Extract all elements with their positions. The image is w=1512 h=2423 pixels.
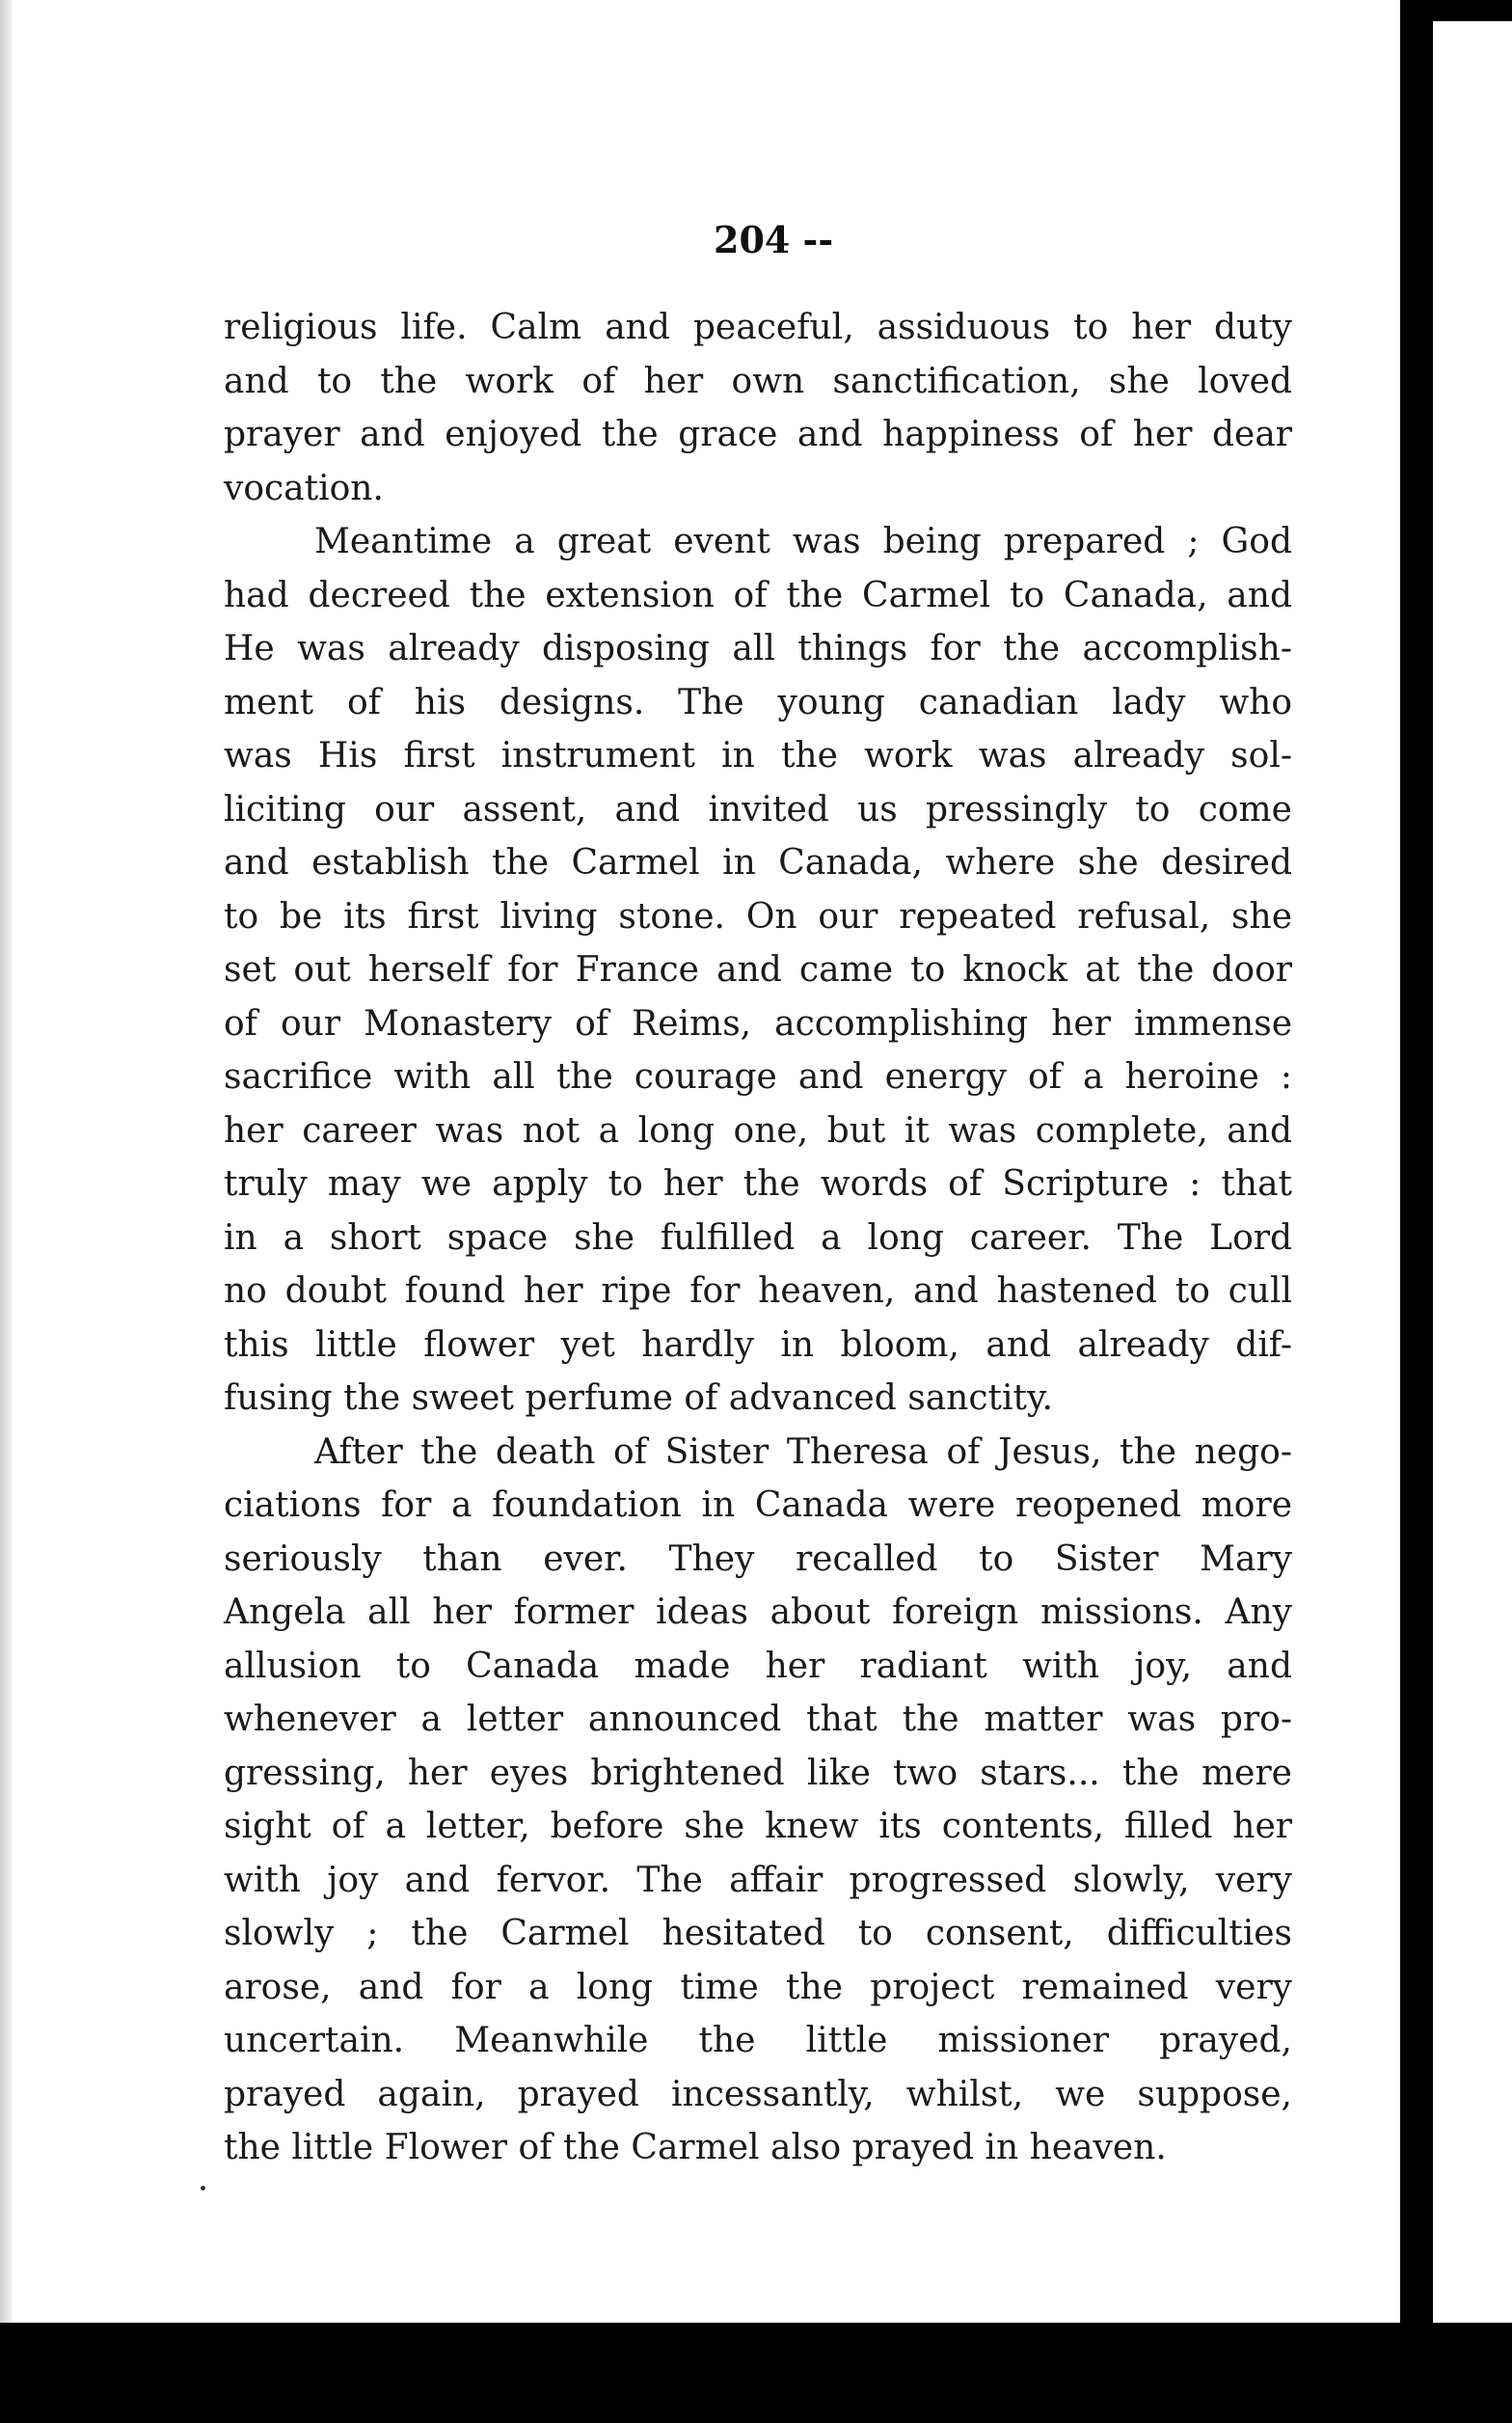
text-line: He was already disposing all things for the accomplish- [224, 629, 1292, 668]
text-line: truly may we apply to her the words of Scripture : that [224, 1164, 1292, 1204]
adjacent-page-edge [1433, 21, 1512, 2323]
text-line: religious life. Calm and peaceful, assiduous to her duty [224, 308, 1292, 347]
text-line: Meantime a great event was being prepared ; God [314, 522, 1292, 561]
text-line: had decreed the extension of the Carmel to Canada, and [224, 575, 1292, 615]
text-line: vocation. [224, 468, 384, 508]
body-text [224, 301, 1292, 2175]
text-line: to be its first living stone. On our repeated refusal, she [224, 896, 1292, 937]
text-line: fusing the sweet perfume of advanced sanctity. [224, 1378, 1053, 1418]
text-line: allusion to Canada made her radiant with joy, and [224, 1646, 1292, 1686]
text-line: and to the work of her own sanctification, she loved [224, 361, 1292, 401]
text-line: was His first instrument in the work was already sol- [224, 736, 1292, 776]
text-line: uncertain. Meanwhile the little missioner prayed, [224, 2021, 1292, 2060]
text-line: ciations for a foundation in Canada were reopened more [224, 1485, 1292, 1525]
text-line: arose, and for a long time the project remained very [224, 1967, 1292, 2007]
text-line: gressing, her eyes brightened like two stars... the mere [224, 1753, 1292, 1793]
text-line: seriously than ever. They recalled to Sister Mary [224, 1538, 1292, 1579]
text-line: her career was not a long one, but it was complete, and [224, 1110, 1292, 1151]
ink-speck [201, 2186, 205, 2191]
text-line: ment of his designs. The young canadian lady who [224, 682, 1292, 722]
text-line: whenever a letter announced that the matter was pro- [224, 1700, 1292, 1739]
text-line: no doubt found her ripe for heaven, and hastened to cull [224, 1271, 1292, 1311]
text-line: Angela all her former ideas about foreign missions. Any [224, 1593, 1292, 1632]
text-line: with joy and fervor. The affair progressed slowly, very [224, 1860, 1292, 1900]
page-edge-shadow [0, 0, 12, 2323]
text-line: in a short space she fulfilled a long career. The Lord [224, 1217, 1292, 1258]
text-line: the little Flower of the Carmel also prayed in heaven. [224, 2128, 1167, 2167]
text-line: After the death of Sister Theresa of Jesus, the nego- [314, 1431, 1292, 1472]
text-line: slowly ; the Carmel hesitated to consent, difficulties [224, 1914, 1292, 1953]
text-line: and establish the Carmel in Canada, where she desired [224, 843, 1292, 883]
text-line: sacrifice with all the courage and energy of a heroine : [224, 1057, 1292, 1097]
page-number: 204 -- [714, 218, 834, 261]
text-line: sight of a letter, before she knew its contents, filled her [224, 1807, 1292, 1846]
text-line: prayer and enjoyed the grace and happiness of her dear [224, 415, 1292, 454]
text-line: set out herself for France and came to knock at the door [224, 950, 1292, 990]
text-line: this little flower yet hardly in bloom, and already dif- [224, 1324, 1292, 1365]
text-line: prayed again, prayed incessantly, whilst, we suppose, [224, 2074, 1292, 2114]
text-line: of our Monastery of Reims, accomplishing her immense [224, 1003, 1292, 1044]
text-line: liciting our assent, and invited us pressingly to come [224, 789, 1292, 830]
